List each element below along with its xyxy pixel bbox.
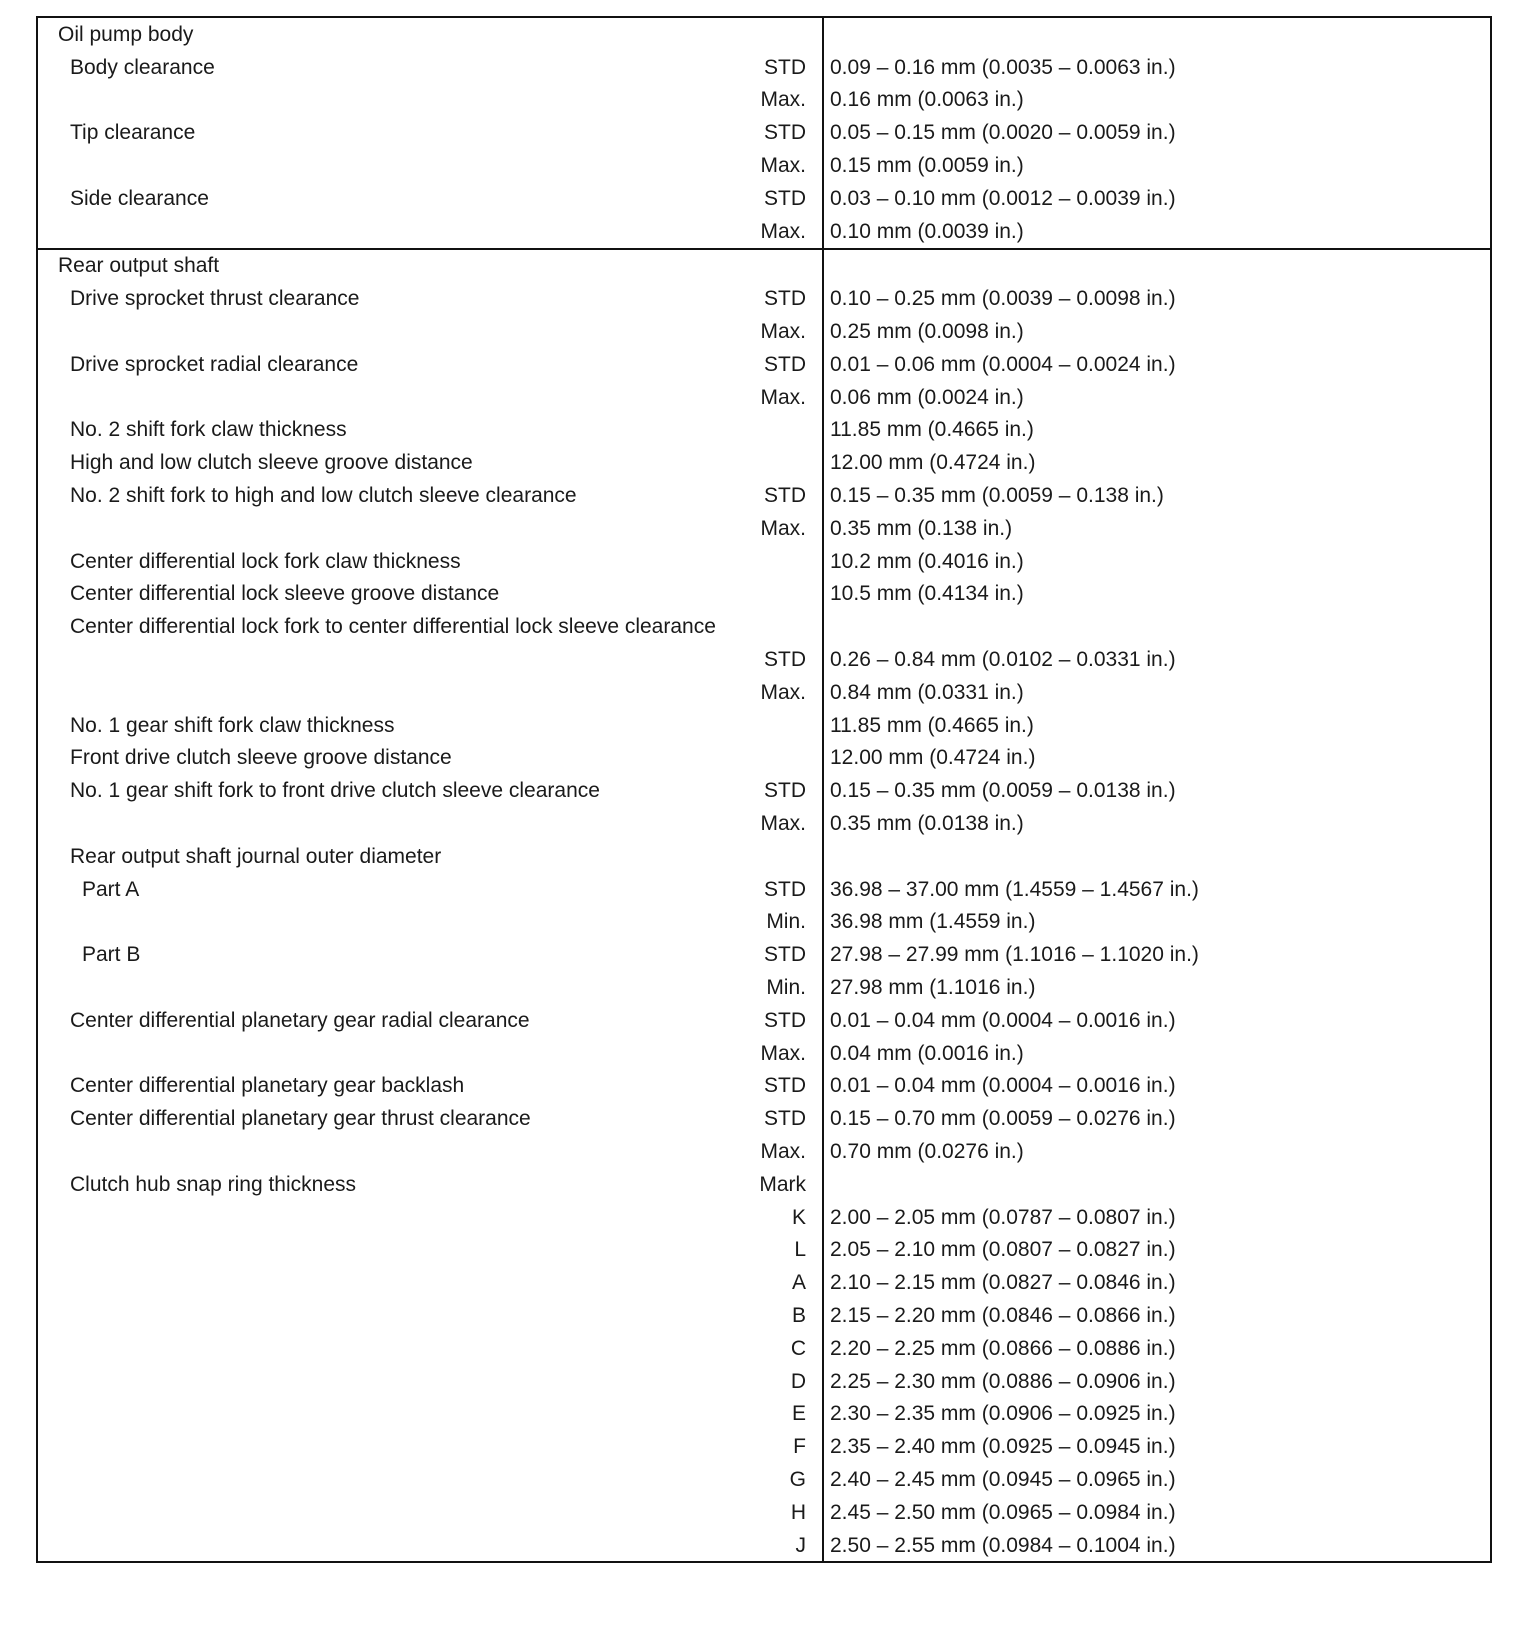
spec-qualifier: Max.: [760, 154, 806, 178]
spec-qualifier: K: [791, 1205, 806, 1229]
spec-qualifier: Max.: [760, 88, 806, 112]
spec-qualifier: STD: [764, 943, 806, 967]
spec-qualifier: Max.: [760, 680, 806, 704]
spec-row: [38, 774, 1490, 807]
spec-qualifier: B: [791, 1303, 806, 1327]
spec-row: [38, 610, 1490, 643]
spec-row: [38, 282, 1490, 315]
spec-value: 0.01 – 0.06 mm (0.0004 – 0.0024 in.): [830, 352, 1176, 376]
spec-qualifier: STD: [764, 484, 806, 508]
spec-label: Clutch hub snap ring thickness: [70, 1172, 356, 1196]
section-title: Rear output shaft: [58, 254, 220, 278]
spec-label: Drive sprocket radial clearance: [70, 352, 359, 376]
spec-qualifier: STD: [764, 55, 806, 79]
spec-value: 0.26 – 0.84 mm (0.0102 – 0.0331 in.): [830, 648, 1176, 672]
spec-label: Center differential planetary gear backlash: [70, 1074, 465, 1098]
spec-row: [38, 1299, 1490, 1332]
spec-row: [38, 840, 1490, 873]
spec-label: Center differential lock fork claw thickness: [70, 549, 461, 573]
spec-qualifier: STD: [764, 121, 806, 145]
spec-label: Center differential planetary gear thrust clearance: [70, 1107, 531, 1131]
spec-value: 0.10 mm (0.0039 in.): [830, 219, 1024, 243]
spec-value: 2.15 – 2.20 mm (0.0846 – 0.0866 in.): [830, 1303, 1176, 1327]
spec-value: 10.5 mm (0.4134 in.): [830, 582, 1024, 606]
spec-qualifier: F: [793, 1435, 806, 1459]
spec-label: Side clearance: [70, 186, 209, 210]
spec-value: 2.45 – 2.50 mm (0.0965 – 0.0984 in.): [830, 1500, 1176, 1524]
spec-row: [38, 1168, 1490, 1201]
spec-value: 2.30 – 2.35 mm (0.0906 – 0.0925 in.): [830, 1402, 1176, 1426]
spec-value: 2.00 – 2.05 mm (0.0787 – 0.0807 in.): [830, 1205, 1176, 1229]
spec-value: 12.00 mm (0.4724 in.): [830, 451, 1036, 475]
spec-row: [38, 1529, 1490, 1562]
spec-value: 0.10 – 0.25 mm (0.0039 – 0.0098 in.): [830, 287, 1176, 311]
spec-row: [38, 1266, 1490, 1299]
spec-value: 0.16 mm (0.0063 in.): [830, 88, 1024, 112]
spec-qualifier: STD: [764, 287, 806, 311]
spec-value: 0.35 mm (0.0138 in.): [830, 812, 1024, 836]
spec-row: [38, 1463, 1490, 1496]
spec-table: [36, 16, 1492, 1563]
section-oil-pump-body: [38, 18, 1490, 250]
spec-row: [38, 643, 1490, 676]
spec-row: [38, 479, 1490, 512]
spec-row: [38, 1365, 1490, 1398]
spec-value: 12.00 mm (0.4724 in.): [830, 746, 1036, 770]
spec-value: 36.98 mm (1.4559 in.): [830, 910, 1036, 934]
spec-label: No. 1 gear shift fork claw thickness: [70, 713, 395, 737]
section-title: Oil pump body: [58, 22, 194, 46]
spec-qualifier: Max.: [760, 1041, 806, 1065]
spec-row: [38, 709, 1490, 742]
spec-value: 2.35 – 2.40 mm (0.0925 – 0.0945 in.): [830, 1435, 1176, 1459]
spec-value: 0.84 mm (0.0331 in.): [830, 680, 1024, 704]
spec-row: [38, 676, 1490, 709]
spec-qualifier: STD: [764, 1107, 806, 1131]
spec-value: 2.40 – 2.45 mm (0.0945 – 0.0965 in.): [830, 1467, 1176, 1491]
spec-label: No. 2 shift fork claw thickness: [70, 418, 347, 442]
spec-qualifier: STD: [764, 779, 806, 803]
spec-value: 0.04 mm (0.0016 in.): [830, 1041, 1024, 1065]
spec-label: Front drive clutch sleeve groove distance: [70, 746, 452, 770]
spec-row: [38, 1397, 1490, 1430]
spec-row: [38, 545, 1490, 578]
spec-value: 0.09 – 0.16 mm (0.0035 – 0.0063 in.): [830, 55, 1176, 79]
spec-row: [38, 1135, 1490, 1168]
spec-label: No. 1 gear shift fork to front drive clutch sleeve clearance: [70, 779, 600, 803]
spec-qualifier: Max.: [760, 516, 806, 540]
spec-label: Center differential planetary gear radial clearance: [70, 1008, 530, 1032]
spec-value: 2.25 – 2.30 mm (0.0886 – 0.0906 in.): [830, 1369, 1176, 1393]
spec-row: [38, 1004, 1490, 1037]
spec-qualifier: STD: [764, 1008, 806, 1032]
spec-qualifier: Mark: [759, 1172, 806, 1196]
spec-row: [38, 1070, 1490, 1103]
spec-row: [38, 51, 1490, 84]
spec-label: Tip clearance: [70, 121, 196, 145]
spec-row: [38, 873, 1490, 906]
spec-row: [38, 938, 1490, 971]
spec-qualifier: STD: [764, 877, 806, 901]
spec-row: [38, 182, 1490, 215]
spec-value: 0.15 mm (0.0059 in.): [830, 154, 1024, 178]
section-heading-row: [38, 250, 1490, 283]
spec-qualifier: G: [789, 1467, 806, 1491]
spec-row: [38, 149, 1490, 182]
spec-qualifier: L: [794, 1238, 806, 1262]
spec-row: [38, 578, 1490, 611]
spec-row: [38, 116, 1490, 149]
spec-value: 0.15 – 0.35 mm (0.0059 – 0.138 in.): [830, 484, 1164, 508]
spec-row: [38, 1233, 1490, 1266]
spec-row: [38, 1201, 1490, 1234]
spec-row: [38, 1430, 1490, 1463]
spec-row: [38, 414, 1490, 447]
spec-qualifier: STD: [764, 186, 806, 210]
spec-qualifier: STD: [764, 352, 806, 376]
spec-label: Drive sprocket thrust clearance: [70, 287, 360, 311]
spec-value: 11.85 mm (0.4665 in.): [830, 418, 1034, 442]
spec-label: Rear output shaft journal outer diameter: [70, 844, 442, 868]
spec-row: [38, 215, 1490, 248]
spec-row: [38, 348, 1490, 381]
spec-row: [38, 446, 1490, 479]
spec-qualifier: A: [791, 1271, 806, 1295]
spec-value: 11.85 mm (0.4665 in.): [830, 713, 1034, 737]
spec-value: 0.35 mm (0.138 in.): [830, 516, 1013, 540]
spec-label: Center differential lock sleeve groove distance: [70, 582, 500, 606]
spec-row: [38, 381, 1490, 414]
spec-value: 2.10 – 2.15 mm (0.0827 – 0.0846 in.): [830, 1271, 1176, 1295]
spec-qualifier: Max.: [760, 385, 806, 409]
spec-row: [38, 1102, 1490, 1135]
spec-value: 0.03 – 0.10 mm (0.0012 – 0.0039 in.): [830, 186, 1176, 210]
spec-qualifier: Max.: [760, 320, 806, 344]
spec-row: [38, 84, 1490, 117]
spec-qualifier: H: [790, 1500, 806, 1524]
spec-row: [38, 906, 1490, 939]
spec-value: 27.98 – 27.99 mm (1.1016 – 1.1020 in.): [830, 943, 1199, 967]
spec-value: 0.01 – 0.04 mm (0.0004 – 0.0016 in.): [830, 1074, 1176, 1098]
spec-value: 36.98 – 37.00 mm (1.4559 – 1.4567 in.): [830, 877, 1199, 901]
spec-qualifier: Max.: [760, 1139, 806, 1163]
spec-qualifier: STD: [764, 648, 806, 672]
section-rear-output-shaft: [38, 250, 1490, 1562]
spec-value: 10.2 mm (0.4016 in.): [830, 549, 1024, 573]
spec-qualifier: C: [790, 1336, 806, 1360]
spec-row: [38, 742, 1490, 775]
spec-qualifier: D: [790, 1369, 806, 1393]
spec-value: 0.05 – 0.15 mm (0.0020 – 0.0059 in.): [830, 121, 1176, 145]
spec-value: 0.70 mm (0.0276 in.): [830, 1139, 1024, 1163]
spec-row: [38, 1332, 1490, 1365]
spec-label: Body clearance: [70, 55, 215, 79]
spec-value: 2.05 – 2.10 mm (0.0807 – 0.0827 in.): [830, 1238, 1176, 1262]
spec-qualifier: E: [791, 1402, 806, 1426]
spec-label: High and low clutch sleeve groove distance: [70, 451, 473, 475]
spec-value: 2.50 – 2.55 mm (0.0984 – 0.1004 in.): [830, 1533, 1176, 1557]
spec-qualifier: STD: [764, 1074, 806, 1098]
spec-qualifier: Min.: [766, 976, 806, 999]
spec-qualifier: Max.: [760, 219, 806, 243]
spec-row: [38, 807, 1490, 840]
spec-row: [38, 315, 1490, 348]
spec-value: 0.06 mm (0.0024 in.): [830, 385, 1024, 409]
spec-label: No. 2 shift fork to high and low clutch sleeve clearance: [70, 484, 577, 508]
spec-value: 0.01 – 0.04 mm (0.0004 – 0.0016 in.): [830, 1008, 1176, 1032]
spec-row: [38, 1037, 1490, 1070]
spec-row: [38, 512, 1490, 545]
spec-value: 0.25 mm (0.0098 in.): [830, 320, 1024, 344]
spec-row: [38, 1496, 1490, 1529]
spec-value: 27.98 mm (1.1016 in.): [830, 976, 1036, 999]
spec-qualifier: Min.: [766, 910, 806, 934]
spec-qualifier: J: [795, 1533, 806, 1557]
spec-label: Part A: [82, 877, 140, 901]
spec-row: [38, 971, 1490, 1004]
spec-label: Center differential lock fork to center differential lock sleeve clearance: [70, 615, 716, 639]
spec-value: 0.15 – 0.70 mm (0.0059 – 0.0276 in.): [830, 1107, 1176, 1131]
spec-label: Part B: [82, 943, 141, 967]
spec-qualifier: Max.: [760, 812, 806, 836]
spec-value: 2.20 – 2.25 mm (0.0866 – 0.0886 in.): [830, 1336, 1176, 1360]
spec-value: 0.15 – 0.35 mm (0.0059 – 0.0138 in.): [830, 779, 1176, 803]
section-heading-row: [38, 18, 1490, 51]
